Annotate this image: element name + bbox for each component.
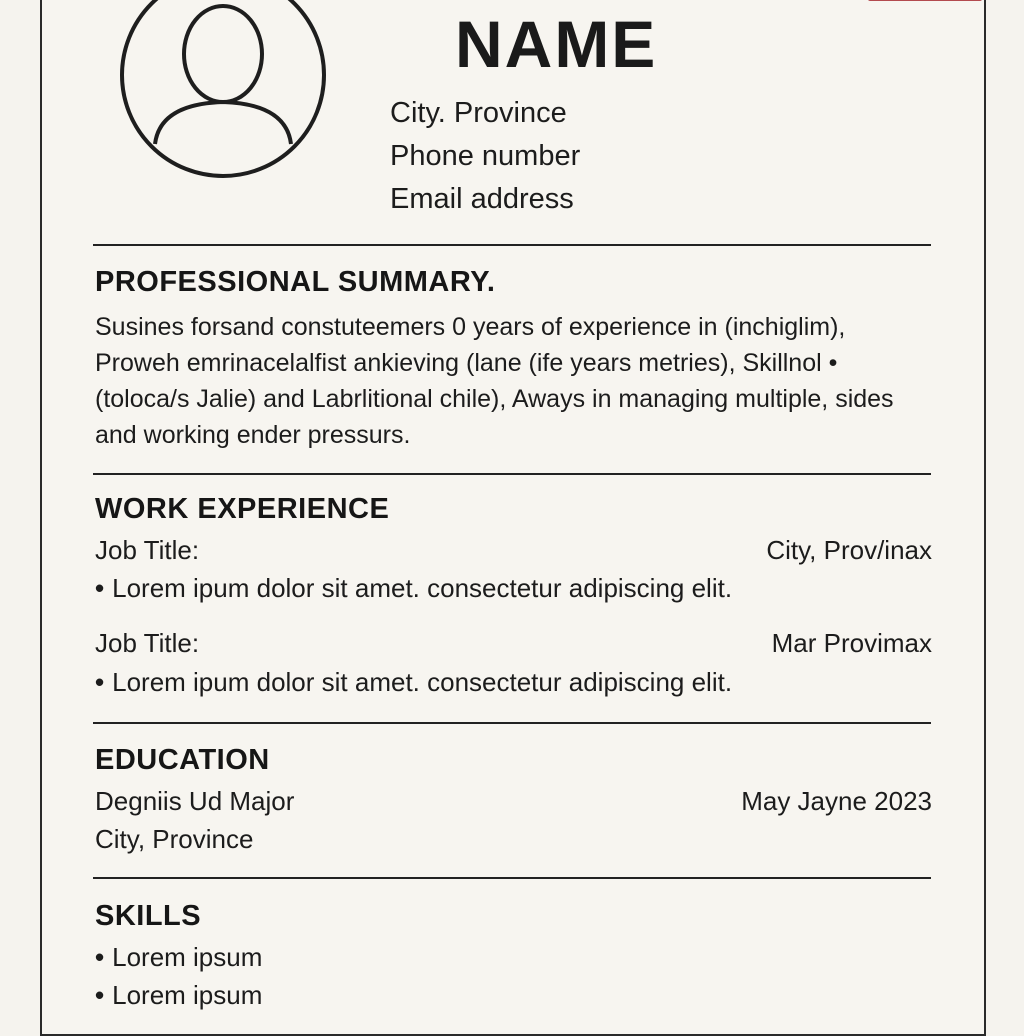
skill-item xyxy=(95,980,262,1011)
job-bullet xyxy=(95,667,732,698)
bullet-icon: • xyxy=(95,980,105,1010)
divider xyxy=(93,722,931,724)
education-degree: Degniis Ud Major xyxy=(95,786,295,816)
experience-heading: WORK EXPERIENCE xyxy=(95,493,390,525)
job-title: Job Title: xyxy=(95,535,200,565)
job-bullet-text: Lorem ipum dolor sit amet. consectetur adipiscing elit. xyxy=(112,667,733,697)
skill-text: Lorem ipsum xyxy=(112,980,263,1010)
divider xyxy=(93,473,931,475)
summary-heading: PROFESSIONAL SUMMARY. xyxy=(95,266,496,298)
contact-phone: Phone number xyxy=(390,140,581,172)
job-title: Job Title: xyxy=(95,628,200,658)
contact-email: Email address xyxy=(390,183,574,215)
candidate-name: NAME xyxy=(455,7,658,81)
education-location: City, Province xyxy=(95,824,254,854)
skill-item xyxy=(95,942,262,973)
divider xyxy=(93,244,931,246)
summary-text: Susines forsand constuteemers 0 years of experience in (inchiglim), Proweh emrinacelalfist ankieving (lane (ife years metries), Skillnol • (toloca/s Jalie) and Labrlitional chile), Aways in managing multiple, sides and working ender pressurs. xyxy=(95,313,894,449)
education-date: May Jayne 2023 xyxy=(741,786,932,816)
contact-city: City. Province xyxy=(390,97,567,129)
bullet-icon: • xyxy=(95,942,105,972)
skills-heading: SKILLS xyxy=(95,900,202,932)
divider xyxy=(93,877,931,879)
bullet-icon: • xyxy=(95,667,105,697)
job-location: City, Prov/inax xyxy=(766,535,932,565)
job-bullet xyxy=(95,573,732,604)
job-location: Mar Provimax xyxy=(771,628,932,658)
accent-tab xyxy=(868,0,982,1)
job-bullet-text: Lorem ipum dolor sit amet. consectetur adipiscing elit. xyxy=(112,573,733,603)
skill-text: Lorem ipsum xyxy=(112,942,263,972)
avatar-icon xyxy=(120,0,326,178)
education-heading: EDUCATION xyxy=(95,744,270,776)
bullet-icon: • xyxy=(95,573,105,603)
